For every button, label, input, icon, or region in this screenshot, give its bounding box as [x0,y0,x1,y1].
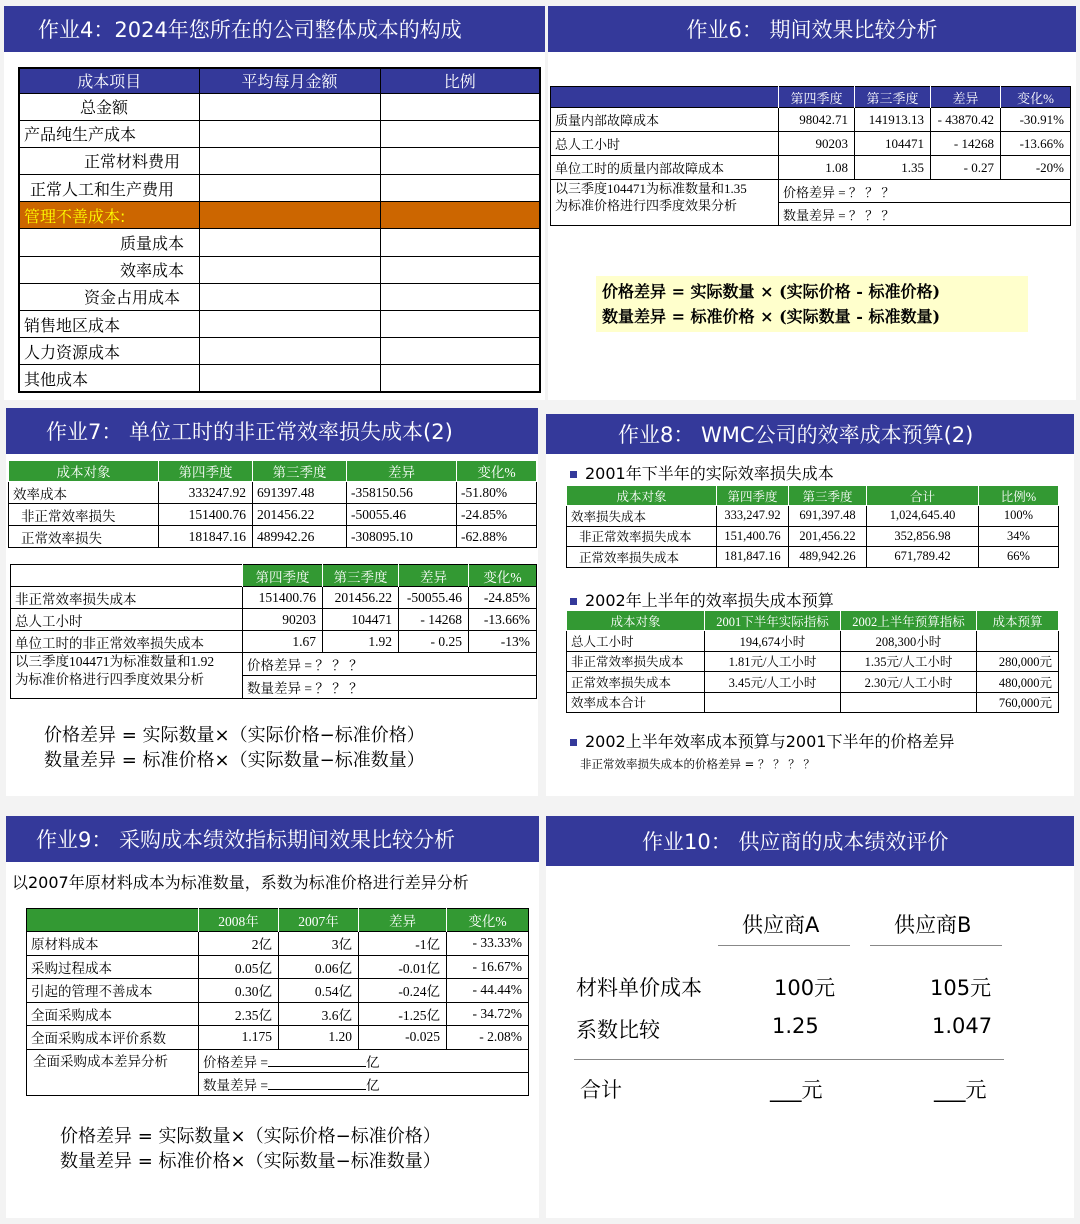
hw6-row-value: -30.91% [1001,108,1071,132]
hw6-note-line1: 以三季度104471为标准数量和1.35 [555,181,747,196]
hw10-title: 作业10： 供应商的成本绩效评价 [546,816,1074,866]
hw8-table1-row-value: 333,247.92 [717,506,789,527]
hw7-table1-row [9,504,537,526]
hw4-row-ratio [380,256,540,283]
hw8-table2-row [567,631,1059,652]
hw7-table1-row-value: 181847.16 [159,526,253,548]
hw8-table2-row-value: 3.45元/人工小时 [705,672,841,693]
square-bullet-icon [570,598,577,605]
hw7-title: 作业7： 单位工时的非正常效率损失成本(2) [6,408,538,454]
blank-line [268,1078,366,1090]
hw7-formula1: 价格差异 = 实际数量×（实际价格−标准价格） [44,725,425,746]
hw7-table2-row-value: -24.85% [469,587,537,609]
hw8-table2 [566,610,1059,713]
hw10-total-a: ___元 [770,1078,823,1102]
hw8-header-cell: 比例% [979,486,1059,506]
hw7-table2-row-value: 1.67 [243,631,323,653]
hw9-row-value: 1.175 [199,1026,279,1050]
hw8-table1-row-value: 181,847.16 [717,547,789,568]
hw10-row2-label: 系数比较 [576,1018,660,1042]
hw9-header-cell: 2008年 [199,909,279,932]
hw4-row-label: 其他成本 [19,365,199,392]
hw4-header-cell: 成本项目 [19,68,199,93]
hw9-unit: 亿 [366,1077,380,1093]
hw8-table1-header-row [567,486,1059,506]
hw7-header-cell: 变化% [469,565,537,587]
hw7-header-cell: 变化% [457,461,537,482]
hw9-diff-label: 全面采购成本差异分析 [27,1049,199,1095]
hw7-table1-row-value: 333247.92 [159,482,253,504]
hw8-table2-row-label: 总人工小时 [567,631,705,652]
hw6-header-cell: 第三季度 [855,87,931,108]
hw9-row-label: 采购过程成本 [27,955,199,979]
hw7-formula2: 数量差异 = 标准价格×（实际数量−标准数量） [44,750,425,771]
hw9-row-value: - 2.08% [447,1026,529,1050]
hw4-row-amount [199,147,380,174]
hw7-table1-row-value: -24.85% [457,504,537,526]
hw8-table1-row-value: 151,400.76 [717,526,789,547]
hw7-note-line1: 以三季度104471为标准数量和1.92 [15,654,215,669]
hw8-table2-row-value [977,631,1059,652]
hw7-header-cell: 第三季度 [323,565,399,587]
hw7-table2-row-value: 90203 [243,609,323,631]
hw7-table2-row [11,609,537,631]
hw9-table [26,908,529,1096]
hw6-price-var: 价格差异 = ？ ？ ？ [779,180,1071,203]
hw8-table2-row-value: 480,000元 [977,672,1059,693]
hw10-row1-b: 105元 [930,976,992,1000]
hw9-row-value: 0.05亿 [199,955,279,979]
hw8-table1-row-label: 正常效率损失成本 [567,547,717,568]
hw8-table2-row-label: 非正常效率损失成本 [567,651,705,672]
hw8-table1-row-value: 1,024,645.40 [867,506,979,527]
hw4-row-amount [199,256,380,283]
hw9-formula2: 数量差异 = 标准价格×（实际数量−标准数量） [60,1151,441,1172]
hw6-row-value: 104471 [855,132,931,156]
hw4-row-amount [199,311,380,338]
hw9-row [27,932,529,956]
square-bullet-icon [570,471,577,478]
hw6-panel [548,6,1076,400]
hw9-unit: 亿 [366,1054,380,1070]
hw9-row-value: - 33.33% [447,932,529,956]
hw6-title: 作业6： 期间效果比较分析 [548,6,1076,52]
hw6-row-value: 141913.13 [855,108,931,132]
hw8-table1-row-value: 34% [979,526,1059,547]
hw4-row [19,229,540,256]
hw6-header-cell [551,87,779,108]
hw8-table2-row-value: 1.35元/人工小时 [841,651,977,672]
hw7-table1-row-value: -50055.46 [347,504,457,526]
hw10-underline-a [718,945,850,946]
hw4-row [19,120,540,147]
hw6-formula1: 价格差异 = 实际数量 × (实际价格 - 标准价格) [602,282,941,301]
hw4-row-ratio [380,338,540,365]
hw8-table1-row-label: 效率损失成本 [567,506,717,527]
hw9-row-value: - 44.44% [447,979,529,1003]
hw4-row [19,175,540,202]
hw7-qty-var: 数量差异 = ？ ？ ？ [243,676,537,699]
hw8-table1-row [567,506,1059,527]
hw6-formula-box [596,276,1028,332]
hw10-row2-a: 1.25 [772,1014,819,1038]
hw7-panel [6,408,538,796]
square-bullet-icon [570,739,577,746]
hw9-row-value: - 34.72% [447,1002,529,1026]
hw7-table1-header-row [9,461,537,482]
hw7-table2-row-value: - 0.25 [399,631,469,653]
hw7-table1-row-value: 201456.22 [253,504,347,526]
hw7-header-cell: 差异 [399,565,469,587]
hw9-row [27,1026,529,1050]
hw9-row-value: -0.24亿 [359,979,447,1003]
hw7-price-var: 价格差异 = ？ ？ ？ [243,653,537,676]
hw6-row [551,132,1071,156]
hw6-row-value: 1.35 [855,156,931,180]
hw9-row-value: -1亿 [359,932,447,956]
hw4-row [19,202,540,229]
hw8-table1-row [567,547,1059,568]
hw7-table1 [8,460,537,548]
hw4-row-ratio [380,93,540,120]
hw4-row-amount [199,229,380,256]
hw8-table2-row-value [841,692,977,713]
hw10-row2-b: 1.047 [932,1014,993,1038]
hw7-header-cell: 第四季度 [159,461,253,482]
hw6-header-cell: 第四季度 [779,87,855,108]
hw10-divider [574,1059,1004,1060]
hw4-row [19,338,540,365]
hw8-table1-row-value: 352,856.98 [867,526,979,547]
hw9-header-cell [27,909,199,932]
hw7-table1-row [9,526,537,548]
hw6-note-line2: 为标准价格进行四季度效果分析 [555,198,738,213]
hw9-panel [6,816,539,1218]
hw7-table2-row [11,631,537,653]
hw9-row-value: 0.54亿 [279,979,359,1003]
hw4-row-ratio [380,120,540,147]
hw6-note-cell [551,180,779,226]
hw7-table1-row-label: 正常效率损失 [9,526,159,548]
hw7-table1-row-value: -62.88% [457,526,537,548]
hw9-header-cell: 差异 [359,909,447,932]
hw9-row-value: -0.025 [359,1026,447,1050]
hw7-table1-row-value: -51.80% [457,482,537,504]
hw4-row-label: 管理不善成本: [19,202,199,229]
hw4-row-amount [199,93,380,120]
hw7-note-cell [11,653,243,699]
hw8-header-cell: 2002上半年预算指标 [841,611,977,631]
hw7-table1-row-value: -358150.56 [347,482,457,504]
hw4-row [19,256,540,283]
hw6-row-value: 1.08 [779,156,855,180]
hw4-row-label: 产品纯生产成本 [19,120,199,147]
hw4-row-label: 正常人工和生产费用 [19,175,199,202]
hw7-note-line2: 为标准价格进行四季度效果分析 [15,672,204,687]
hw4-row-amount [199,120,380,147]
hw4-row-amount [199,175,380,202]
hw6-row-value: - 14268 [931,132,1001,156]
hw9-row-value: -1.25亿 [359,1002,447,1026]
hw7-table1-row-label: 效率成本 [9,482,159,504]
hw8-title: 作业8： WMC公司的效率成本预算(2) [546,414,1074,454]
hw8-table2-row-value: 280,000元 [977,651,1059,672]
hw8-table2-row-label: 效率成本合计 [567,692,705,713]
hw7-table1-row [9,482,537,504]
hw8-table2-row [567,692,1059,713]
hw7-table2-row-value: 201456.22 [323,587,399,609]
hw7-header-cell: 第四季度 [243,565,323,587]
hw7-table2-row-label: 单位工时的非正常效率损失成本 [11,631,243,653]
hw7-table2-row-value: -50055.46 [399,587,469,609]
hw9-row-value: 0.06亿 [279,955,359,979]
hw7-table2-row-value: -13.66% [469,609,537,631]
hw9-header-row [27,909,529,932]
hw10-row1-a: 100元 [774,976,836,1000]
hw8-table2-row-value: 760,000元 [977,692,1059,713]
hw8-header-cell: 成本对象 [567,611,705,631]
hw8-table1-row-label: 非正常效率损失成本 [567,526,717,547]
hw9-row-value: 2亿 [199,932,279,956]
hw6-header-cell: 差异 [931,87,1001,108]
hw4-row-ratio [380,311,540,338]
hw10-panel [546,816,1074,1218]
hw8-table1-row-value: 66% [979,547,1059,568]
hw6-qty-var: 数量差异 = ？ ？ ？ [779,203,1071,226]
hw9-formula1: 价格差异 = 实际数量×（实际价格−标准价格） [60,1126,441,1147]
hw8-header-cell: 第四季度 [717,486,789,506]
hw10-total-b: ___元 [934,1078,987,1102]
hw7-header-cell [11,565,243,587]
hw4-row-label: 资金占用成本 [19,283,199,310]
hw4-row [19,283,540,310]
hw9-row-value: -0.01亿 [359,955,447,979]
hw6-row-label: 单位工时的质量内部故障成本 [551,156,779,180]
hw4-row-label: 销售地区成本 [19,311,199,338]
hw4-row-ratio [380,175,540,202]
hw9-price-var-label: 价格差异 = [203,1054,268,1070]
hw8-table2-row-value: 194,674小时 [705,631,841,652]
hw6-row-label: 总人工小时 [551,132,779,156]
hw7-table2-row-value: 104471 [323,609,399,631]
hw8-header-cell: 2001下半年实际指标 [705,611,841,631]
hw8-table1-row-value: 671,789.42 [867,547,979,568]
hw9-row-label: 原材料成本 [27,932,199,956]
hw7-table1-row-label: 非正常效率损失 [9,504,159,526]
hw8-table2-row-value: 1.81元/人工小时 [705,651,841,672]
hw6-row [551,156,1071,180]
hw7-table2-row [11,587,537,609]
hw8-header-cell: 合计 [867,486,979,506]
hw8-panel [546,414,1074,796]
hw9-row-label: 全面采购成本评价系数 [27,1026,199,1050]
hw7-header-cell: 差异 [347,461,457,482]
hw7-table2-header-row [11,565,537,587]
hw7-table1-row-value: 151400.76 [159,504,253,526]
hw9-row [27,955,529,979]
hw7-header-cell: 第三季度 [253,461,347,482]
hw9-row [27,979,529,1003]
hw4-row [19,93,540,120]
hw4-row [19,311,540,338]
hw4-row-ratio [380,283,540,310]
hw10-total-label: 合计 [580,1078,622,1102]
hw9-row-value: 2.35亿 [199,1002,279,1026]
hw9-row [27,1002,529,1026]
hw10-row1-label: 材料单价成本 [576,976,702,1000]
hw6-header-row [551,87,1071,108]
hw7-table2-row-value: - 14268 [399,609,469,631]
hw8-table1-row-value: 201,456.22 [789,526,867,547]
hw9-header-cell: 变化% [447,909,529,932]
hw8-header-cell: 第三季度 [789,486,867,506]
hw6-row-value: 98042.71 [779,108,855,132]
hw8-table1 [566,485,1059,568]
hw8-section3 [570,729,954,752]
hw6-header-cell: 变化% [1001,87,1071,108]
hw8-section1 [570,461,834,484]
hw8-table1-row-value: 489,942.26 [789,547,867,568]
hw10-supplier-b: 供应商B [894,913,972,937]
hw6-row-value: - 43870.42 [931,108,1001,132]
hw4-row [19,365,540,392]
hw4-row-label: 正常材料费用 [19,147,199,174]
hw8-table2-row-value: 2.30元/人工小时 [841,672,977,693]
hw7-table2-row-value: 151400.76 [243,587,323,609]
hw10-underline-b [870,945,1002,946]
hw10-supplier-a: 供应商A [742,913,820,937]
hw9-header-cell: 2007年 [279,909,359,932]
hw7-table2 [10,564,537,699]
hw7-table1-row-value: 489942.26 [253,526,347,548]
hw8-section3-label: 2002上半年效率成本预算与2001下半年的价格差异 [585,732,955,751]
hw7-table2-row-label: 非正常效率损失成本 [11,587,243,609]
hw8-table1-row-value: 691,397.48 [789,506,867,527]
hw4-row [19,147,540,174]
hw8-table2-row-value [705,692,841,713]
hw8-table2-row-label: 正常效率损失成本 [567,672,705,693]
hw7-table2-row-value: 1.92 [323,631,399,653]
hw8-section2 [570,588,834,611]
hw8-table2-header-row [567,611,1059,631]
hw6-row-value: -13.66% [1001,132,1071,156]
hw4-row-amount [199,365,380,392]
hw4-row-ratio [380,147,540,174]
hw4-header-cell: 比例 [443,72,476,92]
hw8-table2-row [567,651,1059,672]
hw6-row-value: -20% [1001,156,1071,180]
hw9-row-value: 3亿 [279,932,359,956]
hw6-table [550,86,1071,226]
hw8-header-cell: 成本预算 [977,611,1059,631]
hw4-row-amount [199,202,380,229]
hw4-table [18,67,541,393]
hw8-section1-label: 2001年下半年的实际效率损失成本 [585,464,834,483]
hw6-row [551,108,1071,132]
hw9-intro: 以2007年原材料成本为标准数量，系数为标准价格进行差异分析 [12,873,469,892]
hw8-section2-label: 2002年上半年的效率损失成本预算 [585,591,834,610]
hw4-row-amount [199,338,380,365]
hw7-header-cell: 成本对象 [9,461,159,482]
hw9-row-value: - 16.67% [447,955,529,979]
hw6-row-value: 90203 [779,132,855,156]
hw4-title: 作业4：2024年您所在的公司整体成本的构成 [4,6,545,52]
hw4-row-label: 效率成本 [19,256,199,283]
hw4-row-label: 质量成本 [19,229,199,256]
hw6-row-value: - 0.27 [931,156,1001,180]
hw8-table2-row [567,672,1059,693]
hw9-qty-var-label: 数量差异 = [203,1077,268,1093]
hw8-table1-row-value: 100% [979,506,1059,527]
hw9-row-value: 0.30亿 [199,979,279,1003]
hw4-row-ratio [380,365,540,392]
hw9-row-label: 全面采购成本 [27,1002,199,1026]
hw9-title: 作业9： 采购成本绩效指标期间效果比较分析 [6,816,539,862]
hw6-row-label: 质量内部故障成本 [551,108,779,132]
hw8-note: 非正常效率损失成本的价格差异 = ？ ？ ？ ？ [580,757,815,771]
hw4-row-amount [199,283,380,310]
hw4-row-ratio [380,202,540,229]
hw4-row-label: 人力资源成本 [19,338,199,365]
hw9-row-label: 引起的管理不善成本 [27,979,199,1003]
hw8-table1-row [567,526,1059,547]
hw9-qty-var [199,1072,529,1095]
hw6-formula2: 数量差异 = 标准价格 × (实际数量 - 标准数量) [602,307,941,326]
hw9-row-value: 1.20 [279,1026,359,1050]
hw4-header-row [19,68,540,93]
hw4-header-cell: 平均每月金额 [199,68,380,93]
hw7-table1-row-value: -308095.10 [347,526,457,548]
blank-line [268,1055,366,1067]
hw7-table2-row-value: -13% [469,631,537,653]
hw4-row-label: 总金额 [19,93,199,120]
hw9-price-var [199,1049,529,1072]
hw8-header-cell: 成本对象 [567,486,717,506]
hw8-table2-row-value: 208,300小时 [841,631,977,652]
hw7-table2-row-label: 总人工小时 [11,609,243,631]
hw7-table1-row-value: 691397.48 [253,482,347,504]
hw4-panel [4,6,545,400]
hw9-row-value: 3.6亿 [279,1002,359,1026]
hw4-row-ratio [380,229,540,256]
